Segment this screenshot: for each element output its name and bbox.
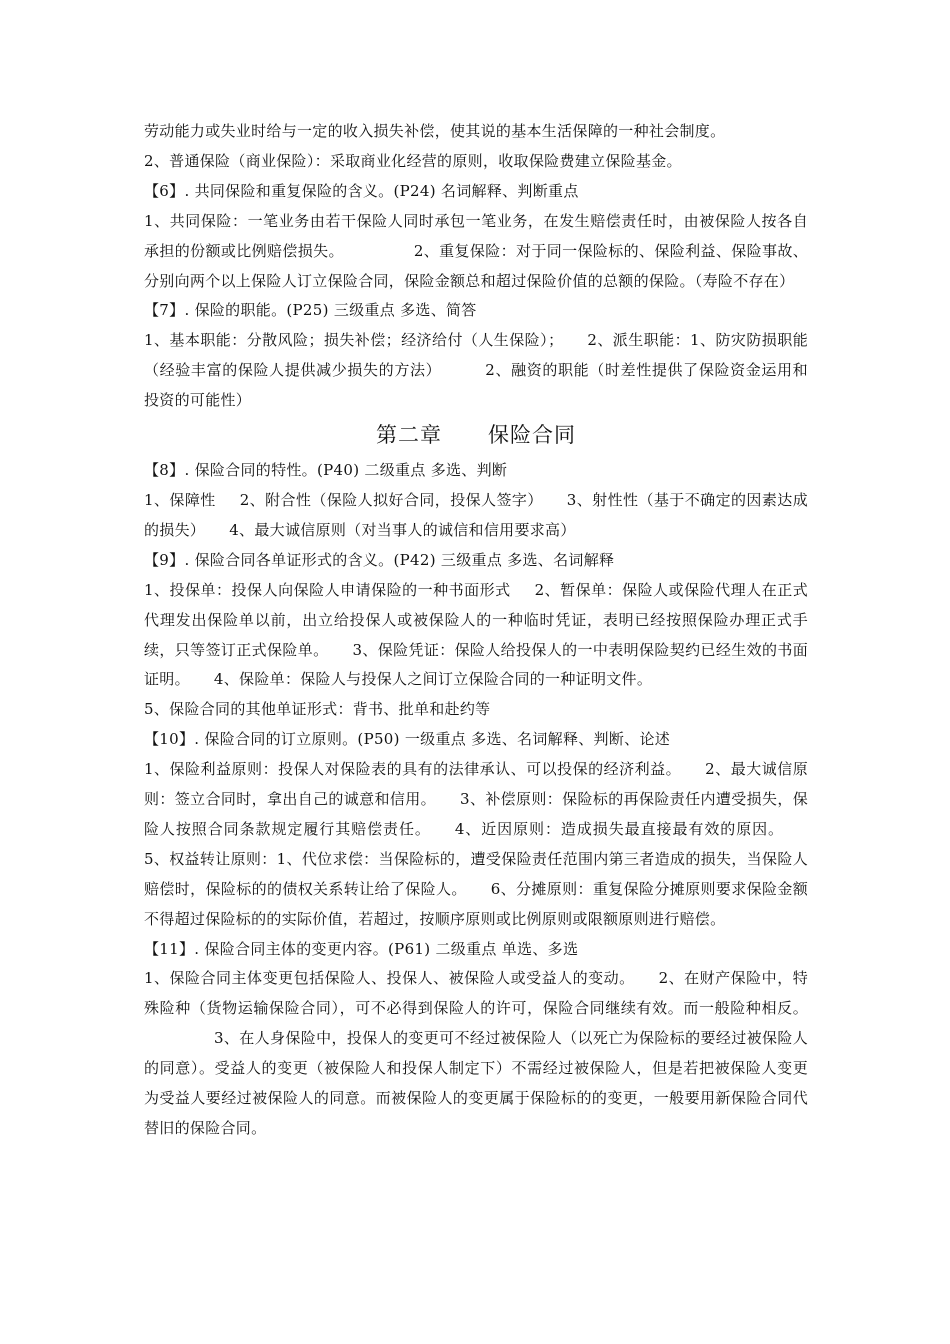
text-span: 1、保险利益原则：投保人对保险表的具有的法律承认、可以投保的经济利益。: [144, 760, 682, 779]
text-span: 5、权益转让原则：1、代位求偿：当保险标的，遭受保险责任范围内第三者造成的损失，当保险人赔偿时，保险标的的债权关系转让给了保险人。: [144, 849, 808, 898]
chapter-title: 保险合同: [488, 423, 576, 448]
text-span: 4、最大诚信原则（对当事人的诚信和信用要求高）: [229, 520, 576, 539]
text-span: 1、保险合同主体变更包括保险人、投保人、被保险人或受益人的变动。: [144, 969, 635, 988]
text-span: 2、融资的职能（时差性提供了保险资金运用和投资的可能性）: [144, 361, 808, 410]
text-span: 3、补偿原则：保险标的再保险责任内遭受损失，保险人按照合同条款规定履行其赔偿责任。: [144, 790, 809, 838]
text-span: 2、暂保单：保险人或保险代理人在正式代理发出保险单以前，出立给投保人或被保险人的一种临时凭证，表明已经按照保险办理正式手续，只等签订正式保险单。: [144, 580, 808, 659]
paragraph: [144, 207, 808, 297]
section-heading: 【10】. 保险合同的订立原则。(P50) 一级重点 多选、名词解释、判断、论述: [144, 730, 671, 749]
chapter-number: 第二章: [376, 423, 442, 448]
section-heading: 【9】. 保险合同各单证形式的含义。(P42) 三级重点 多选、名词解释: [144, 550, 615, 569]
text-span: 6、分摊原则：重复保险分摊原则要求保险金额不得超过保险标的的实际价值，若超过，按顺序原则或比例原则或限额原则进行赔偿。: [144, 879, 808, 928]
text-span: 1、基本职能：分散风险；损失补偿；经济给付（人生保险）；: [144, 331, 564, 350]
text-span: 1、保障性: [144, 490, 216, 509]
text-span: 3、保险凭证：保险人给投保人的一中表明保险契约已经生效的书面证明。: [144, 640, 808, 689]
paragraph: [144, 576, 808, 696]
paragraph: [144, 755, 808, 934]
text-span: 4、保险单：保险人与投保人之间订立保险合同的一种证明文件。: [213, 670, 653, 689]
paragraph: [144, 326, 808, 416]
text-span: 2、重复保险：对于同一保险标的、保险利益、保险事故、分别向两个以上保险人订立保险合同，保险金额总和超过保险价值的总额的保险。（寿险不存在）: [144, 241, 808, 290]
text-span: 4、近因原则：造成损失最直接最有效的原因。: [454, 819, 784, 838]
text-span: 1、共同保险：一笔业务由若干保险人同时承包一笔业务，在发生赔偿责任时，由被保险人按各自承担的份额或比例赔偿损失。: [144, 211, 808, 260]
text-span: 2、附合性（保险人拟好合同，投保人签字）: [239, 490, 543, 509]
text-span: 2、在财产保险中，特殊险种（货物运输保险合同），可不必得到保险人的许可，保险合同继续有效。而一般险种相反。: [144, 969, 808, 1018]
section-heading: 【11】. 保险合同主体的变更内容。(P61) 二级重点 单选、多选: [144, 939, 579, 958]
paragraph: 劳动能力或失业时给与一定的收入损失补偿，使其说的基本生活保障的一种社会制度。: [144, 122, 726, 140]
text-span: 3、射性性（基于不确定的因素达成的损失）: [144, 490, 809, 539]
paragraph: [144, 486, 808, 546]
document-body: [144, 117, 808, 1144]
text-span: 1、投保单：投保人向保险人申请保险的一种书面形式: [144, 580, 511, 599]
chapter-heading: [144, 420, 808, 450]
text-span: 2、派生职能：1、防灾防损职能（经验丰富的保险人提供减少损失的方法）: [144, 331, 808, 380]
section-heading: 【7】. 保险的职能。(P25) 三级重点 多选、简答: [144, 301, 477, 320]
text-span: 2、最大诚信原则：签立合同时，拿出自己的诚意和信用。: [144, 760, 808, 809]
section-heading: 【6】. 共同保险和重复保险的含义。(P24) 名词解释、判断重点: [144, 181, 579, 200]
text-span: 3、在人身保险中，投保人的变更可不经过被保险人（以死亡为保险标的要经过被保险人的同意）。受益人的变更（被保险人和投保人制定下）不需经过被保险人，但是若把被保险人变更为受益人要经过被保险人的同意。而被保险人的变更属于保险标的的变更，一般要用新保险合同代替旧的保险合同。: [144, 1029, 808, 1137]
section-heading: 【8】. 保险合同的特性。(P40) 二级重点 多选、判断: [144, 461, 508, 480]
paragraph: [144, 964, 808, 1143]
paragraph: 2、普通保险（商业保险）：采取商业化经营的原则，收取保险费建立保险基金。: [144, 151, 682, 170]
paragraph: 5、保险合同的其他单证形式：背书、批单和赴约等: [144, 700, 491, 719]
